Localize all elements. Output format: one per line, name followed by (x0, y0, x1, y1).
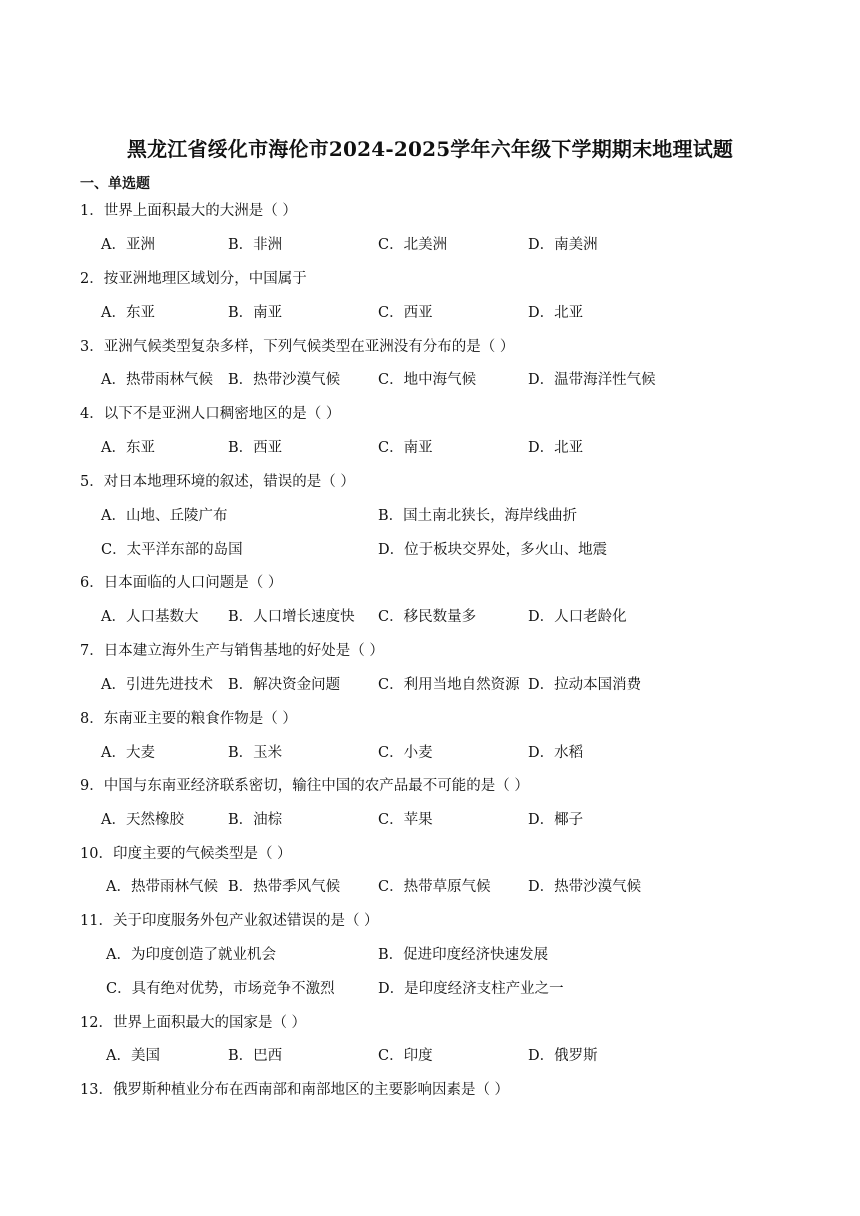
question-10-option-c[interactable]: C．热带草原气候 (378, 879, 491, 895)
question-8-option-d[interactable]: D．水稻 (528, 745, 584, 761)
question-5-option-a[interactable]: A．山地、丘陵广布 (101, 508, 228, 524)
question-12-option-c[interactable]: C．印度 (378, 1048, 433, 1064)
question-12-option-b[interactable]: B．巴西 (228, 1048, 283, 1064)
question-7-option-b[interactable]: B．解决资金问题 (228, 677, 341, 693)
question-2-stem: 2．按亚洲地理区域划分，中国属于 (80, 271, 307, 287)
question-5-option-b[interactable]: B．国土南北狭长，海岸线曲折 (378, 508, 578, 524)
question-4-option-a[interactable]: A．东亚 (101, 440, 155, 456)
question-12-option-a[interactable]: A．美国 (106, 1048, 160, 1064)
question-13-stem: 13．俄罗斯种植业分布在西南部和南部地区的主要影响因素是（ ） (80, 1082, 510, 1098)
question-1-option-a[interactable]: A．亚洲 (101, 237, 155, 253)
question-8-stem: 8．东南亚主要的粮食作物是（ ） (80, 711, 297, 727)
question-10-option-d[interactable]: D．热带沙漠气候 (528, 879, 642, 895)
question-2-option-d[interactable]: D．北亚 (528, 305, 584, 321)
question-9-option-c[interactable]: C．苹果 (378, 812, 433, 828)
question-3-stem: 3．亚洲气候类型复杂多样，下列气候类型在亚洲没有分布的是（ ） (80, 339, 515, 355)
question-4-option-b[interactable]: B．西亚 (228, 440, 283, 456)
question-2-option-c[interactable]: C．西亚 (378, 305, 433, 321)
question-11-option-b[interactable]: B．促进印度经济快速发展 (378, 947, 549, 963)
question-9-option-b[interactable]: B．油棕 (228, 812, 283, 828)
question-2-option-b[interactable]: B．南亚 (228, 305, 283, 321)
question-7-stem: 7．日本建立海外生产与销售基地的好处是（ ） (80, 643, 384, 659)
question-12-option-d[interactable]: D．俄罗斯 (528, 1048, 598, 1064)
question-6-option-c[interactable]: C．移民数量多 (378, 609, 477, 625)
question-1-stem: 1．世界上面积最大的大洲是（ ） (80, 203, 297, 219)
question-7-option-a[interactable]: A．引进先进技术 (101, 677, 213, 693)
question-4-option-d[interactable]: D．北亚 (528, 440, 584, 456)
question-11-option-a[interactable]: A．为印度创造了就业机会 (106, 947, 276, 963)
question-4-stem: 4．以下不是亚洲人口稠密地区的是（ ） (80, 406, 341, 422)
question-9-option-a[interactable]: A．天然橡胶 (101, 812, 184, 828)
question-12-stem: 12．世界上面积最大的国家是（ ） (80, 1015, 307, 1031)
question-10-stem: 10．印度主要的气候类型是（ ） (80, 846, 292, 862)
question-3-option-b[interactable]: B．热带沙漠气候 (228, 372, 341, 388)
question-3-option-c[interactable]: C．地中海气候 (378, 372, 477, 388)
page-title: 黑龙江省绥化市海伦市2024-2025学年六年级下学期期末地理试题 (126, 137, 734, 161)
question-6-stem: 6．日本面临的人口问题是（ ） (80, 575, 283, 591)
question-6-option-b[interactable]: B．人口增长速度快 (228, 609, 355, 625)
question-1-option-c[interactable]: C．北美洲 (378, 237, 448, 253)
question-9-option-d[interactable]: D．椰子 (528, 812, 584, 828)
question-2-option-a[interactable]: A．东亚 (101, 305, 155, 321)
question-5-option-d[interactable]: D．位于板块交界处，多火山、地震 (378, 542, 608, 558)
question-8-option-c[interactable]: C．小麦 (378, 745, 433, 761)
question-9-stem: 9．中国与东南亚经济联系密切，输往中国的农产品最不可能的是（ ） (80, 778, 529, 794)
question-3-option-d[interactable]: D．温带海洋性气候 (528, 372, 656, 388)
section-heading: 一、单选题 (80, 176, 150, 192)
question-6-option-a[interactable]: A．人口基数大 (101, 609, 199, 625)
question-11-stem: 11．关于印度服务外包产业叙述错误的是（ ） (80, 913, 379, 929)
question-5-stem: 5．对日本地理环境的叙述，错误的是（ ） (80, 474, 355, 490)
question-11-option-d[interactable]: D．是印度经济支柱产业之一 (378, 981, 564, 997)
question-7-option-c[interactable]: C．利用当地自然资源 (378, 677, 520, 693)
question-7-option-d[interactable]: D．拉动本国消费 (528, 677, 642, 693)
question-1-option-d[interactable]: D．南美洲 (528, 237, 598, 253)
question-11-option-c[interactable]: C．具有绝对优势，市场竞争不激烈 (106, 981, 335, 997)
question-8-option-a[interactable]: A．大麦 (101, 745, 155, 761)
question-8-option-b[interactable]: B．玉米 (228, 745, 283, 761)
question-1-option-b[interactable]: B．非洲 (228, 237, 283, 253)
question-10-option-a[interactable]: A．热带雨林气候 (106, 879, 218, 895)
question-3-option-a[interactable]: A．热带雨林气候 (101, 372, 213, 388)
question-5-option-c[interactable]: C．太平洋东部的岛国 (101, 542, 243, 558)
question-6-option-d[interactable]: D．人口老龄化 (528, 609, 627, 625)
question-4-option-c[interactable]: C．南亚 (378, 440, 433, 456)
question-10-option-b[interactable]: B．热带季风气候 (228, 879, 341, 895)
